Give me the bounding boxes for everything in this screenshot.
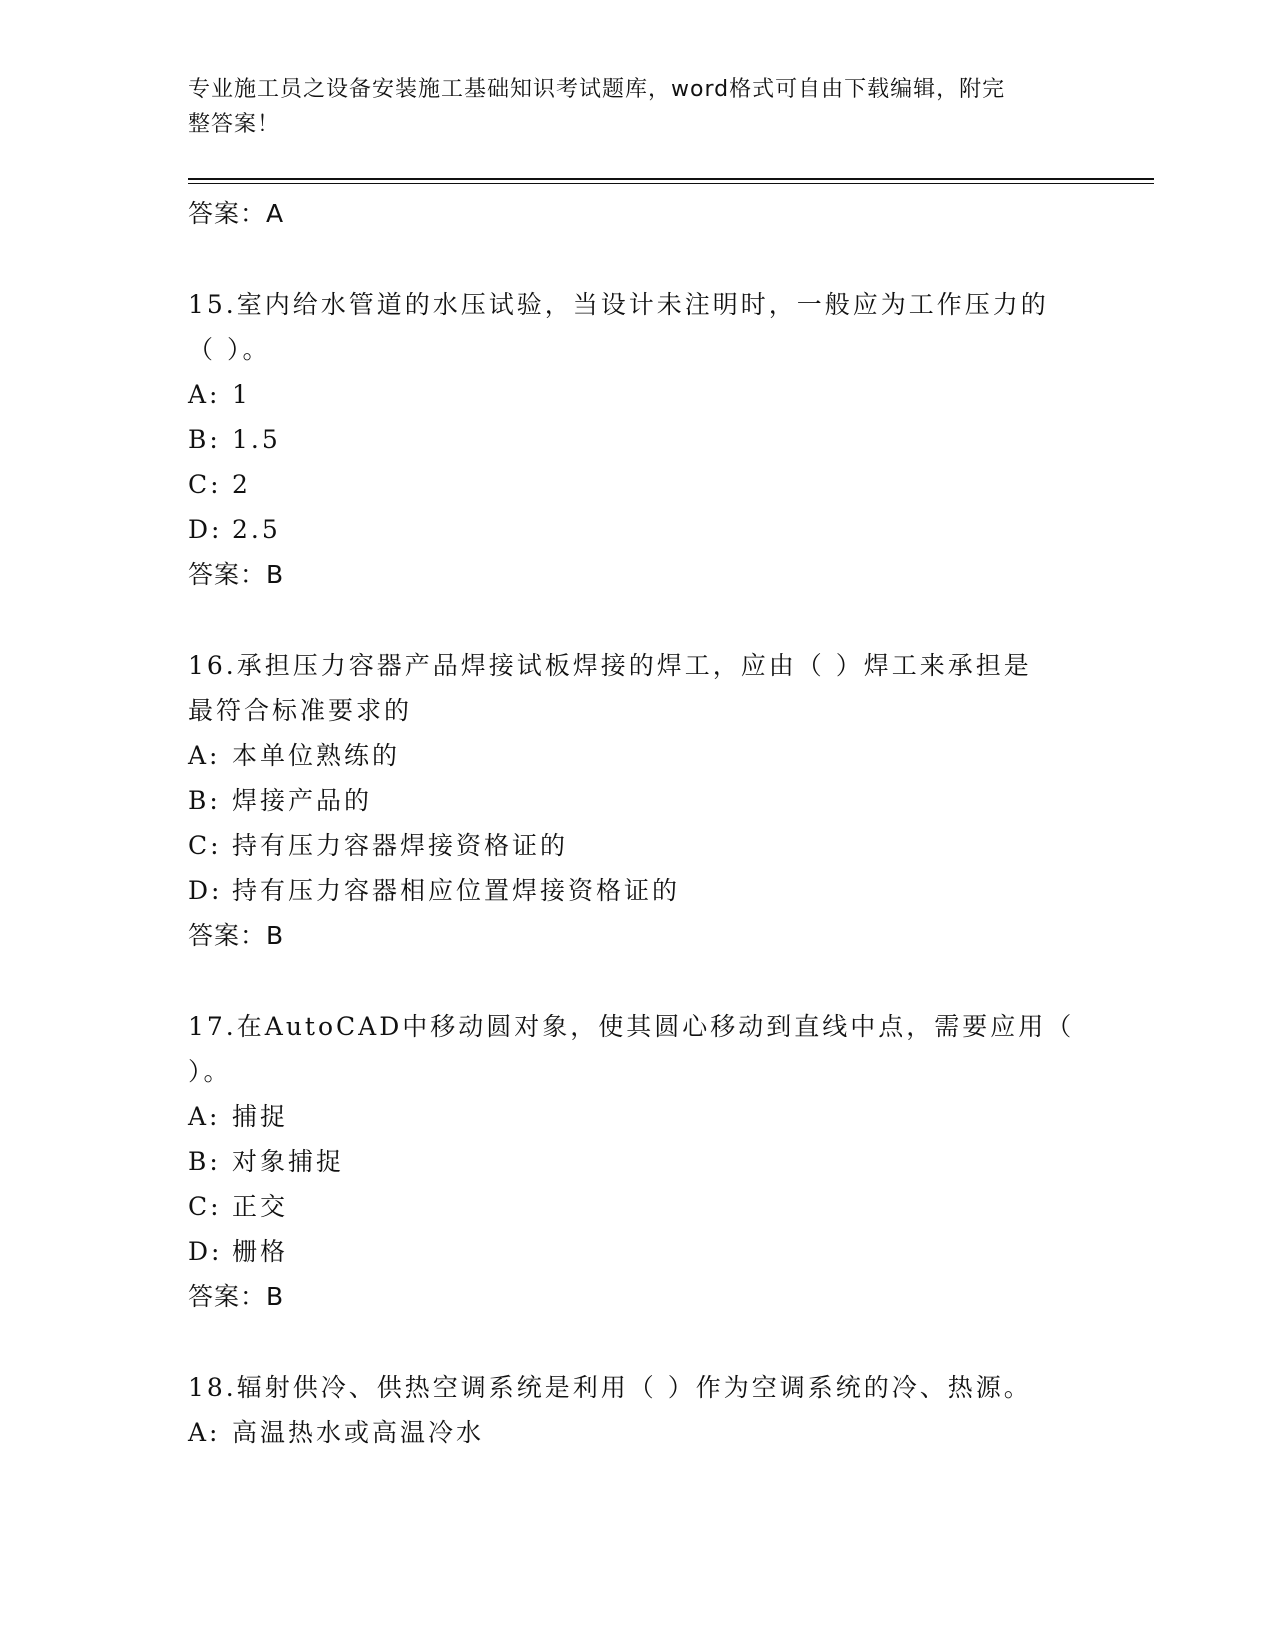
question-list xyxy=(188,191,1088,1455)
option-label: D: xyxy=(188,515,223,544)
option-text: 焊接产品的 xyxy=(232,786,373,815)
option-b xyxy=(188,417,1088,462)
question-stem: 18.辐射供冷、供热空调系统是利用（ ）作为空调系统的冷、热源。 xyxy=(188,1373,1032,1402)
option-d xyxy=(188,1229,1088,1274)
option-c xyxy=(188,823,1088,868)
option-label: B: xyxy=(188,1147,221,1176)
question-16 xyxy=(188,643,1088,958)
document-header xyxy=(188,72,1068,142)
option-text: 2 xyxy=(232,470,251,499)
option-label: A: xyxy=(188,1102,221,1131)
option-label: A: xyxy=(188,380,221,409)
option-text: 1.5 xyxy=(232,425,281,454)
option-label: D: xyxy=(188,1237,223,1266)
header-line-2: 整答案！ xyxy=(188,112,281,137)
option-text: 2.5 xyxy=(232,515,281,544)
option-a xyxy=(188,733,1088,778)
previous-answer: 答案：A xyxy=(188,199,285,228)
question-stem: 17.在AutoCAD中移动圆对象，使其圆心移动到直线中点，需要应用（ xyxy=(188,1012,1075,1041)
option-b xyxy=(188,778,1088,823)
answer-line: 答案：B xyxy=(188,921,285,950)
option-label: C: xyxy=(188,470,222,499)
question-15 xyxy=(188,282,1088,597)
question-stem: 15.室内给水管道的水压试验，当设计未注明时，一般应为工作压力的 xyxy=(188,290,1049,319)
option-label: C: xyxy=(188,831,222,860)
option-text: 正交 xyxy=(232,1192,289,1221)
option-text: 持有压力容器相应位置焊接资格证的 xyxy=(232,876,681,905)
option-text: 高温热水或高温冷水 xyxy=(232,1418,485,1447)
question-17 xyxy=(188,1004,1088,1319)
option-d xyxy=(188,868,1088,913)
option-text: 栅格 xyxy=(232,1237,289,1266)
option-c xyxy=(188,462,1088,507)
answer-line: 答案：B xyxy=(188,560,285,589)
option-c xyxy=(188,1184,1088,1229)
question-stem: 16.承担压力容器产品焊接试板焊接的焊工，应由（ ）焊工来承担是 xyxy=(188,651,1032,680)
option-a xyxy=(188,1410,1088,1455)
option-d xyxy=(188,507,1088,552)
question-stem-continued: （ ）。 xyxy=(188,335,271,364)
header-divider-thick xyxy=(188,178,1154,180)
option-text: 本单位熟练的 xyxy=(232,741,401,770)
question-18 xyxy=(188,1365,1088,1455)
option-b xyxy=(188,1139,1088,1184)
option-text: 持有压力容器焊接资格证的 xyxy=(232,831,569,860)
option-label: A: xyxy=(188,741,221,770)
option-text: 捕捉 xyxy=(232,1102,289,1131)
option-a xyxy=(188,372,1088,417)
header-line-1: 专业施工员之设备安装施工基础知识考试题库，word格式可自由下载编辑，附完 xyxy=(188,77,1006,102)
option-label: C: xyxy=(188,1192,222,1221)
option-label: D: xyxy=(188,876,223,905)
option-text: 对象捕捉 xyxy=(232,1147,345,1176)
option-label: B: xyxy=(188,786,221,815)
option-label: A: xyxy=(188,1418,221,1447)
option-a xyxy=(188,1094,1088,1139)
option-text: 1 xyxy=(232,380,251,409)
option-label: B: xyxy=(188,425,221,454)
question-stem-continued: ）。 xyxy=(188,1057,232,1086)
header-divider-thin xyxy=(188,183,1154,184)
answer-line: 答案：B xyxy=(188,1282,285,1311)
question-stem-continued: 最符合标准要求的 xyxy=(188,696,413,725)
